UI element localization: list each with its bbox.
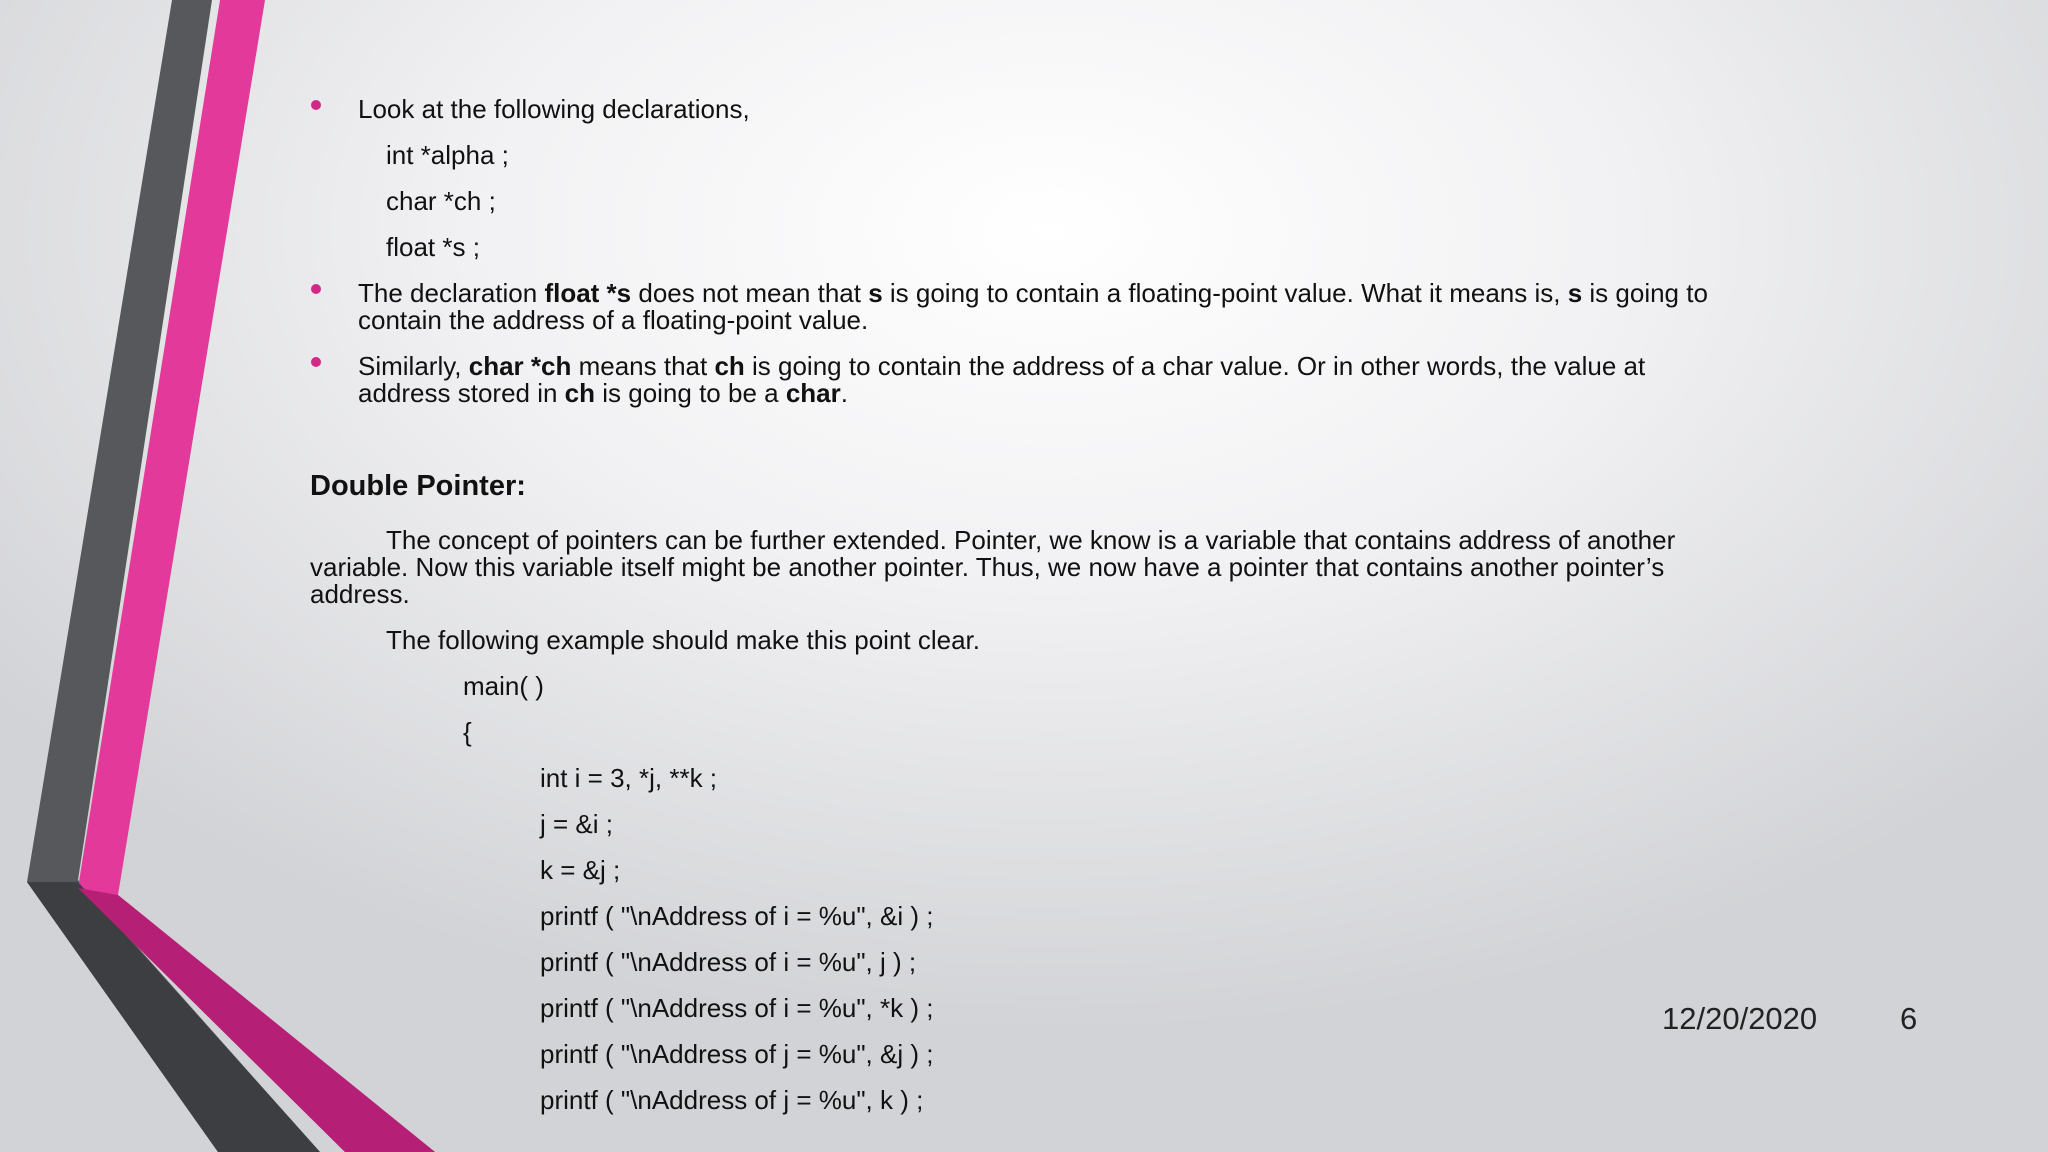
code-line: printf ( "\nAddress of i = %u", j ) ;: [540, 947, 917, 977]
bullet-dot: [311, 100, 321, 110]
code-line: printf ( "\nAddress of j = %u", &j ) ;: [540, 1039, 934, 1069]
example-intro: The following example should make this point clear.: [386, 625, 980, 655]
slide-date: 12/20/2020: [1662, 1001, 1818, 1036]
code-line: int i = 3, *j, **k ;: [540, 763, 718, 793]
declaration-line: int *alpha ;: [386, 140, 509, 170]
slide-number: 6: [1900, 1001, 1918, 1036]
code-line: printf ( "\nAddress of i = %u", *k ) ;: [540, 993, 934, 1023]
bullet-dot: [311, 357, 321, 367]
code-line: main( ): [463, 671, 544, 701]
code-line: printf ( "\nAddress of j = %u", k ) ;: [540, 1085, 924, 1115]
code-line: {: [463, 717, 472, 747]
code-line: printf ( "\nAddress of i = %u", &i ) ;: [540, 901, 934, 931]
code-line: k = &j ;: [540, 855, 621, 885]
code-line: j = &i ;: [540, 809, 613, 839]
declaration-line: char *ch ;: [386, 186, 496, 216]
section-heading: Double Pointer:: [310, 470, 526, 502]
body-paragraph: The concept of pointers can be further extended. Pointer, we know is a variable that contains address of another variable. Now this variable itself might be another pointer. Thus, we now have a pointer that contains another pointer’s address.: [310, 525, 1676, 609]
bullet-dot: [311, 284, 321, 294]
declaration-line: float *s ;: [386, 232, 480, 262]
bullet-text: The declaration float *s does not mean that s is going to contain a floating-point value. What it means is, s is going to contain the address of a floating-point value.: [358, 278, 1708, 335]
bullet-text: Look at the following declarations,: [358, 94, 750, 124]
bullet-text: Similarly, char *ch means that ch is going to contain the address of a char value. Or in other words, the value at address stored in ch is going to be a char.: [358, 351, 1646, 408]
